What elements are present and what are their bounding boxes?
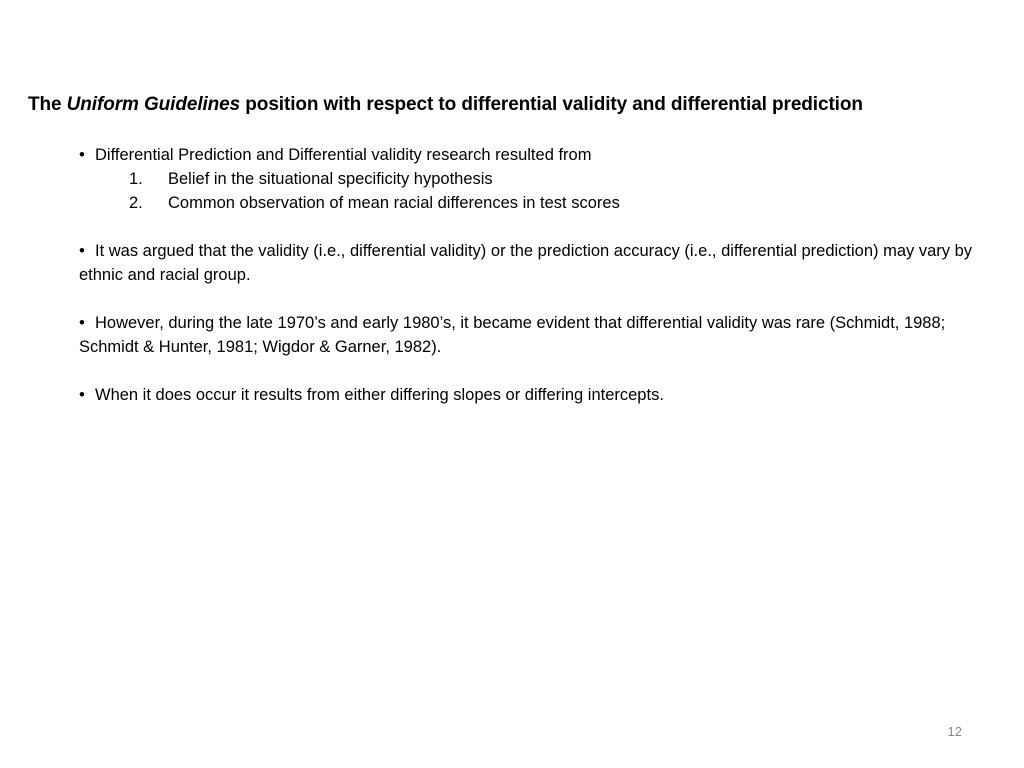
- spacer: [79, 359, 999, 383]
- bullet-text: When it does occur it results from either differing slopes or differing intercepts.: [95, 386, 664, 404]
- spacer: [79, 287, 999, 311]
- title-prefix: The: [28, 94, 67, 115]
- numbered-item: [79, 191, 999, 215]
- item-number: 2.: [129, 194, 143, 212]
- numbered-list: [79, 167, 999, 215]
- title-emphasis: Uniform Guidelines: [66, 94, 241, 115]
- bullet-icon: •: [79, 146, 85, 164]
- bullet-icon: •: [79, 386, 85, 404]
- bullet-item: [79, 143, 999, 167]
- slide-title: [28, 92, 1008, 118]
- title-suffix: position with respect to differential validity and differential prediction: [240, 94, 863, 115]
- bullet-icon: •: [79, 242, 85, 260]
- bullet-item: [79, 383, 999, 407]
- bullet-item: [79, 311, 999, 359]
- spacer: [79, 215, 999, 239]
- slide-body: [79, 143, 999, 407]
- bullet-text: However, during the late 1970’s and early 1980’s, it became evident that differential validity was rare (Schmidt, 1988; Schmidt & Hunter, 1981; Wigdor & Garner, 1982).: [79, 314, 946, 356]
- item-text: Belief in the situational specificity hypothesis: [168, 170, 493, 188]
- item-number: 1.: [129, 170, 143, 188]
- item-text: Common observation of mean racial differences in test scores: [168, 194, 620, 212]
- numbered-item: [79, 167, 999, 191]
- bullet-text: It was argued that the validity (i.e., differential validity) or the prediction accuracy (i.e., differential prediction) may vary by ethnic and racial group.: [79, 242, 973, 284]
- bullet-icon: •: [79, 314, 85, 332]
- bullet-text: Differential Prediction and Differential validity research resulted from: [95, 146, 592, 164]
- bullet-item: [79, 239, 999, 287]
- page-number: 12: [947, 724, 962, 739]
